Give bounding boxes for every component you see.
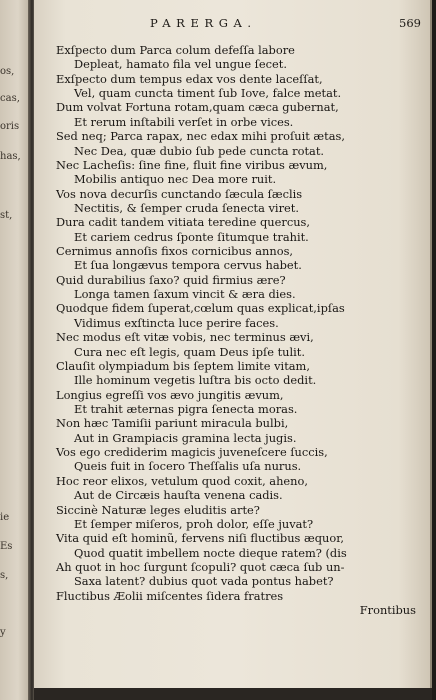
running-head: PARERGA. [150, 16, 257, 30]
poem-line: Vos nova decurſis cunctando ſæcula ſæclis [56, 186, 303, 201]
poem-line: Aut de Circæis hauſta venena cadis. [74, 488, 283, 503]
poem-line: Depleat, hamato fila vel ungue ſecet. [74, 57, 287, 72]
poem-line: Hoc reor elixos, vetulum quod coxit, aheno, [56, 473, 308, 488]
poem-line: Quod quatit imbellem nocte dieque ratem? (dis [74, 545, 347, 560]
poem-line: Et ſemper miſeros, proh dolor, eſſe juvat? [74, 516, 314, 531]
left-page-fragment: oris [0, 121, 20, 132]
poem-line: Longa tamen ſaxum vincit & æra dies. [74, 287, 296, 302]
poem-line: Mobilis antiquo nec Dea more ruit. [74, 172, 277, 187]
left-page-fragment: has, [0, 151, 21, 162]
poem-line: Et trahit æternas pigra ſenecta moras. [74, 401, 298, 416]
poem-line: Vita quid eſt hominũ, fervens niſi fluctibus æquor, [56, 531, 345, 546]
poem-line: Quid durabilius ſaxo? quid firmius ære? [56, 272, 286, 287]
left-page-edge [0, 0, 30, 700]
poem-line: Ah quot in hoc ſurgunt ſcopuli? quot cæca ſub un- [56, 559, 345, 574]
poem-line: Fluctibus Æolii miſcentes ſidera fratres [56, 588, 284, 603]
poem-line: Vidimus exſtincta luce perire faces. [74, 315, 279, 330]
poem-line: Sed neq; Parca rapax, nec edax mihi proſuit ætas, [56, 129, 345, 144]
poem-line: Siccinè Naturæ leges eluditis arte? [56, 502, 260, 517]
poem-line: Nec Dea, quæ dubio ſub pede cuncta rotat. [74, 143, 325, 158]
poem-line: Et rerum inſtabili verſet in orbe vices. [74, 114, 294, 129]
poem-line: Exſpecto dum tempus edax vos dente laceſſat, [56, 71, 323, 86]
poem-line: Vos ego crediderim magicis juveneſcere ſuccis, [56, 445, 328, 460]
poem-line: Exſpecto dum Parca colum defeſſa labore [56, 43, 295, 57]
page-bottom-edge [34, 688, 432, 700]
left-page-fragment: y [0, 627, 6, 638]
left-page-fragment: os, [0, 66, 15, 77]
poem-line: Nec Lacheſis: ſine fine, fluit fine viribus ævum, [56, 157, 328, 172]
left-page-fragment: st, [0, 210, 13, 221]
catchword: Frontibus [359, 603, 416, 618]
poem-line: Nectitis, & ſemper cruda ſenecta viret. [74, 200, 299, 215]
poem-line: Dum volvat Fortuna rotam,quam cæca gubernat, [56, 100, 339, 115]
poem-line: Ille hominum vegetis luſtra bis octo dedit. [74, 373, 317, 388]
poem-line: Cernimus annoſis fixos cornicibus annos, [56, 244, 294, 259]
poem-line: Cura nec eſt legis, quam Deus ipſe tulit. [74, 344, 305, 359]
poem-line: Quodque fidem ſuperat,cœlum quas explicat,ipſas [56, 301, 345, 316]
poem-line: Longius egreſſi vos ævo jungitis ævum, [56, 387, 284, 402]
poem-line: Clauſit olympiadum bis ſeptem limite vitam, [56, 358, 310, 373]
poem-line: Saxa latent? dubius quot vada pontus habet? [74, 574, 334, 589]
poem-line: Non hæc Tamiſii pariunt miracula bulbi, [56, 416, 289, 431]
poem-line: Et ſua longævus tempora cervus habet. [74, 258, 302, 273]
poem-line: Et cariem cedrus ſponte ſitumque trahit. [74, 229, 309, 244]
poem-line: Dura cadit tandem vitiata teredine quercus, [56, 215, 310, 230]
left-page-fragment: cas, [0, 93, 20, 104]
left-page-fragment: ie [0, 512, 10, 523]
left-page-fragment: Es [0, 541, 13, 552]
poem-line: Queis fuit in ſocero Theſſalis uſa nurus. [74, 459, 302, 474]
left-page-fragment: s, [0, 570, 9, 581]
page-number: 569 [399, 16, 421, 30]
page-header [78, 16, 423, 36]
poem-line: Vel, quam cuncta timent ſub Iove, falce metat. [74, 86, 342, 101]
poem-line: Aut in Grampiacis gramina lecta jugis. [74, 430, 297, 445]
poem-body [56, 43, 424, 617]
poem-line: Nec modus eſt vitæ vobis, nec terminus ævi, [56, 330, 314, 345]
